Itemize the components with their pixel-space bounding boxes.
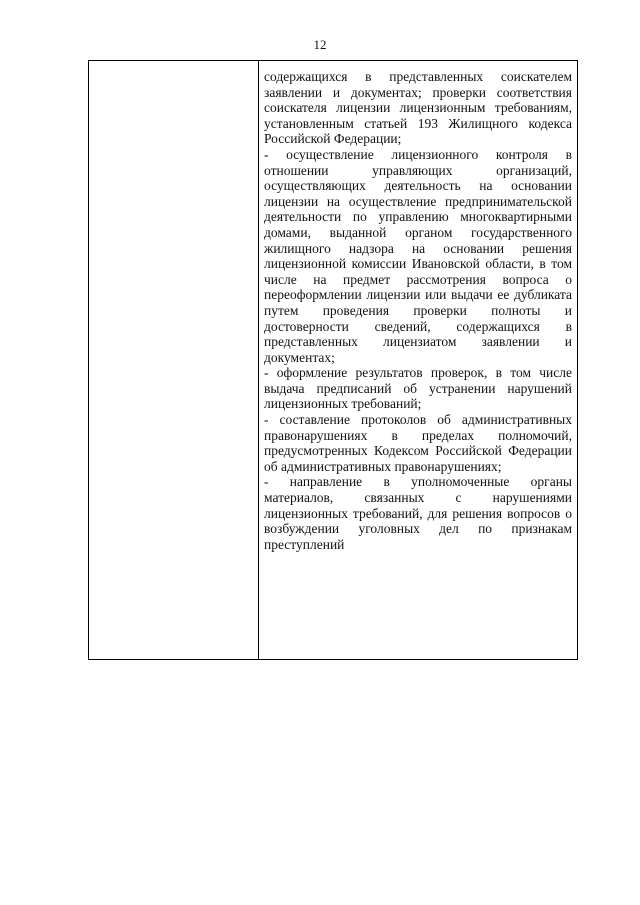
page-number: 12 bbox=[313, 37, 327, 52]
document-table bbox=[88, 60, 578, 660]
paragraph-licensing-check: содержащихся в представленных соискателем заявлении и документах; проверки соответствия соискателя лицензии лицензионным требованиям, установленным статьей 193 Жилищного кодекса Российской Федерации; bbox=[264, 69, 572, 147]
paragraph-materials-referral: - направление в уполномоченные органы материалов, связанных с нарушениями лицензионных требований, для решения вопросов о возбуждении уголовных дел по признакам преступлений bbox=[264, 474, 572, 552]
paragraph-protocols: - составление протоколов об административных правонарушениях в пределах полномочий, предусмотренных Кодексом Российской Федерации об административных правонарушениях; bbox=[264, 412, 572, 474]
table-right-cell bbox=[259, 61, 577, 659]
paragraph-license-control: - осуществление лицензионного контроля в отношении управляющих организаций, осуществляющих деятельность на основании лицензии на осуществление предпринимательской деятельности по управлению многоквартирными домами, выданной органом государственного жилищного надзора на основании решения лицензионной комиссии Ивановской области, в том числе на предмет рассмотрения вопроса о переоформлении лицензии или выдачи ее дубликата путем проведения проверки полноты и достоверности сведений, содержащихся в представленных лицензиатом заявлении и документах; bbox=[264, 146, 572, 365]
table-left-cell bbox=[89, 61, 259, 659]
paragraph-inspection-results: - оформление результатов проверок, в том числе выдача предписаний об устранении нарушений лицензионных требований; bbox=[264, 365, 572, 412]
